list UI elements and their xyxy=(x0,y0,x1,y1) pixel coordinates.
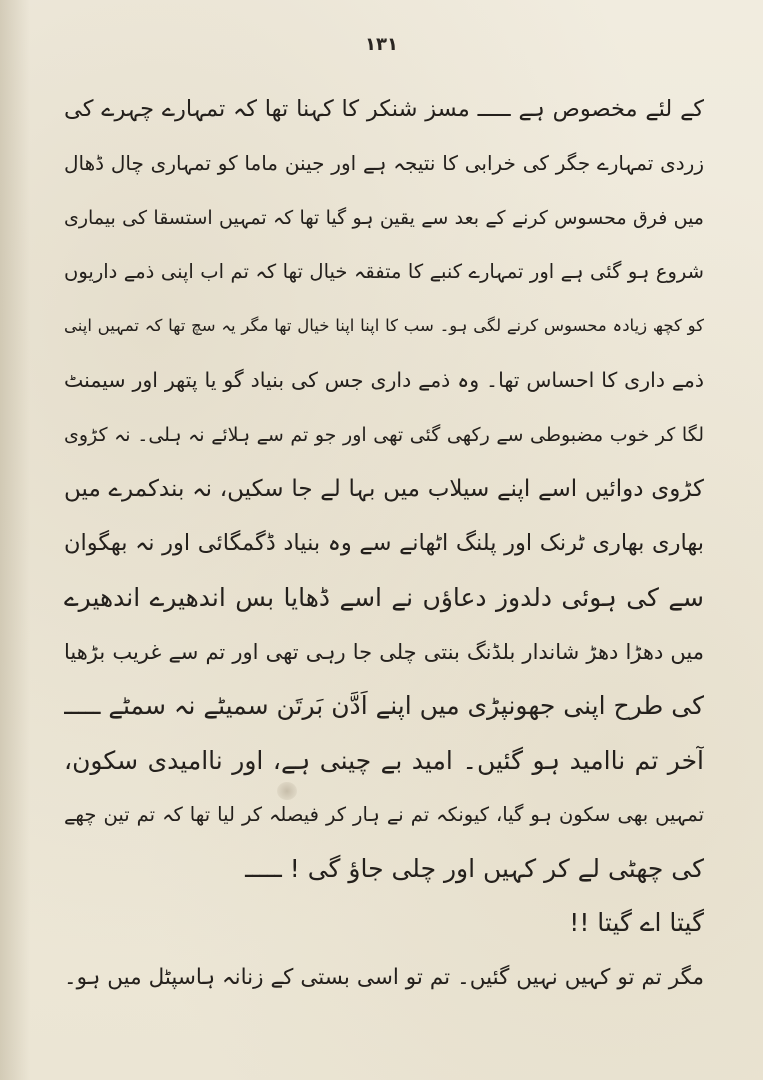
text-line: ذمے داری کا احساس تھا۔ وہ ذمے داری جس کی بنیاد گو یا پتھر اور سیمنٹ xyxy=(64,368,704,393)
body-text xyxy=(64,82,704,1005)
text-line: سے کی ہوئی دلدوز دعاؤں نے اسے ڈھایا بس اندھیرے اندھیرے xyxy=(64,582,704,612)
page-number: ۱۳۱ xyxy=(365,34,398,55)
text-line: کے لئے مخصوص ہے ـــــ مسز شنکر کا کہنا تھا کہ تمہارے چہرے کی xyxy=(64,96,704,122)
text-line: آخر تم ناامید ہو گئیں۔ امید بے چینی ہے، اور ناامیدی سکون، xyxy=(64,745,704,775)
text-line: شروع ہو گئی ہے اور تمہارے کنبے کا متفقہ خیال تھا کہ تم اب اپنی ذمے داریوں xyxy=(64,259,704,283)
text-line: زردی تمہارے جگر کی خرابی کا نتیجہ ہے اور جینن ماما کو تمہاری چال ڈھال xyxy=(64,151,704,176)
text-line: کی طرح اپنی جھونپڑی میں اپنے اَدَّن بَرتَن سمیٹے نہ سمٹے ـــــ xyxy=(64,691,704,721)
text-line: لگا کر خوب مضبوطی سے رکھی گئی تھی اور جو تم سے ہلائے نہ ہلی۔ نہ کڑوی xyxy=(64,423,704,446)
text-line: کی چھٹی لے کر کہیں اور چلی جاؤ گی ! ـــــ xyxy=(245,854,704,884)
text-line: کڑوی دوائیں اسے اپنے سیلاب میں بہا لے جا سکیں، نہ بندکمرے میں xyxy=(64,476,704,503)
text-line: کو کچھ زیادہ محسوس کرنے لگی ہو۔ سب کا اپنا اپنا خیال تھا مگر یہ سچ تھا کہ تمہیں اپنی xyxy=(64,316,704,336)
text-line: گیتا اے گیتا !! xyxy=(569,908,704,938)
text-line: تمہیں بھی سکون ہو گیا، کیونکہ تم نے ہار کر فیصلہ کر لیا تھا کہ تم تین چھے xyxy=(64,802,704,826)
text-line: بھاری بھاری ٹرنک اور پلنگ اٹھانے سے وہ بنیاد ڈگمگائی اور نہ بھگوان xyxy=(64,530,704,557)
text-line: میں دھڑا دھڑ شاندار بلڈنگ بنتی چلی جا رہی تھی اور تم سے غریب بڑھیا xyxy=(64,639,704,664)
text-line: مگر تم تو کہیں نہیں گئیں۔ تم تو اسی بستی کے زنانہ ہاسپٹل میں ہو۔ xyxy=(64,964,704,990)
text-line: میں فرق محسوس کرنے کے بعد سے یقین ہو گیا تھا کہ تمہیں استسقا کی بیماری xyxy=(64,206,704,229)
